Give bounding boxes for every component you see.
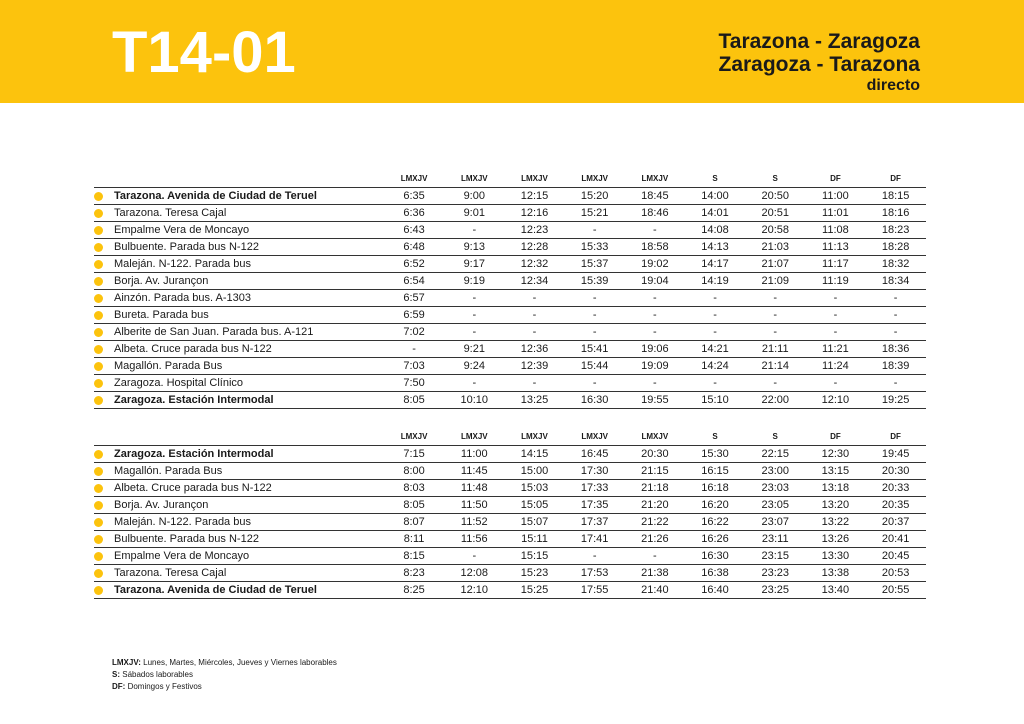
route-type: directo [866, 77, 920, 94]
time-cell: 11:08 [822, 224, 849, 236]
time-cell: 16:15 [701, 465, 729, 477]
time-cell: 9:19 [463, 275, 485, 287]
time-cell: 16:26 [701, 533, 729, 545]
stop-dot-icon [94, 243, 103, 252]
table-row [94, 307, 926, 324]
time-cell: 15:41 [580, 343, 609, 355]
time-cell: - [653, 309, 657, 321]
time-cell: 15:05 [520, 499, 549, 511]
time-cell: 12:08 [460, 567, 489, 579]
time-cell: 12:10 [460, 584, 489, 596]
time-cell: 21:20 [641, 499, 669, 511]
time-cell: - [472, 224, 477, 236]
table-row [94, 582, 926, 599]
time-cell: - [532, 377, 537, 389]
column-header: LMXJV [400, 431, 428, 441]
time-cell: 17:41 [580, 533, 609, 545]
time-cell: 17:35 [580, 499, 609, 511]
time-cell: - [532, 326, 537, 338]
time-cell: 9:24 [463, 360, 485, 372]
stop-dot-icon [94, 569, 103, 578]
time-cell: 18:34 [881, 275, 910, 287]
stop-dot-icon [94, 209, 103, 218]
time-cell: - [833, 377, 838, 389]
time-cell: 20:41 [881, 533, 910, 545]
column-header: S [772, 173, 778, 183]
time-cell: 16:22 [701, 516, 729, 528]
column-header: DF [830, 173, 841, 183]
time-cell: 14:13 [701, 241, 729, 253]
table-row [94, 290, 926, 307]
stop-dot-icon [94, 226, 103, 235]
time-cell: - [833, 309, 838, 321]
time-cell: 8:15 [403, 550, 425, 562]
time-cell: 7:15 [403, 448, 425, 460]
stop-name: Maleján. N-122. Parada bus [114, 516, 251, 528]
table-row [94, 239, 926, 256]
stop-name: Ainzón. Parada bus. A-1303 [114, 292, 251, 304]
time-cell: 15:23 [520, 567, 549, 579]
time-cell: 15:00 [520, 465, 549, 477]
route-direction-1: Tarazona - Zaragoza [718, 30, 920, 53]
time-cell: 6:48 [403, 241, 425, 253]
time-cell: 12:32 [520, 258, 549, 270]
column-header: DF [890, 431, 901, 441]
time-cell: 15:07 [520, 516, 549, 528]
stop-name: Zaragoza. Estación Intermodal [114, 448, 274, 460]
column-header: S [712, 173, 718, 183]
time-cell: - [532, 309, 537, 321]
time-cell: - [713, 309, 717, 321]
time-cell: 18:23 [881, 224, 910, 236]
table-row [94, 392, 926, 409]
table-row [94, 188, 926, 205]
time-cell: - [653, 224, 657, 236]
stop-dot-icon [94, 379, 103, 388]
time-cell: 6:36 [403, 207, 425, 219]
time-cell: 11:48 [460, 482, 488, 494]
time-cell: 19:55 [641, 394, 669, 406]
stop-dot-icon [94, 277, 103, 286]
time-cell: 11:21 [822, 343, 849, 355]
stop-dot-icon [94, 311, 103, 320]
column-header: LMXJV [521, 431, 548, 441]
stop-dot-icon [94, 345, 103, 354]
time-cell: 13:40 [821, 584, 850, 596]
table-row [94, 446, 926, 463]
time-cell: 12:10 [821, 394, 850, 406]
time-cell: 7:03 [403, 360, 425, 372]
time-cell: - [472, 377, 477, 389]
column-header: LMXJV [641, 173, 669, 183]
stop-dot-icon [94, 396, 103, 405]
table-row [94, 205, 926, 222]
table-row [94, 256, 926, 273]
time-cell: 13:38 [821, 567, 850, 579]
time-cell: 20:50 [761, 190, 789, 202]
time-cell: 21:40 [641, 584, 669, 596]
time-cell: 7:50 [403, 377, 425, 389]
time-cell: 18:46 [641, 207, 669, 219]
time-cell: 9:13 [463, 241, 485, 253]
stop-name: Bulbuente. Parada bus N-122 [114, 533, 259, 545]
time-cell: 17:53 [580, 567, 609, 579]
stop-name: Empalme Vera de Moncayo [114, 550, 250, 562]
time-cell: - [713, 292, 717, 304]
stop-name: Zaragoza. Hospital Clínico [114, 377, 244, 389]
stop-dot-icon [94, 294, 103, 303]
time-cell: 20:30 [641, 448, 669, 460]
table-row [94, 222, 926, 239]
legend-item: LMXJV: Lunes, Martes, Miércoles, Jueves y Viernes laborables [112, 658, 337, 667]
stop-name: Empalme Vera de Moncayo [114, 224, 250, 236]
time-cell: 20:58 [761, 224, 789, 236]
stop-name: Tarazona. Avenida de Ciudad de Teruel [114, 190, 317, 202]
time-cell: - [893, 309, 898, 321]
stop-dot-icon [94, 484, 103, 493]
time-cell: 21:14 [761, 360, 789, 372]
time-cell: 23:05 [761, 499, 789, 511]
time-cell: 8:07 [403, 516, 425, 528]
time-cell: - [713, 377, 717, 389]
time-cell: 23:07 [761, 516, 789, 528]
stop-name: Tarazona. Teresa Cajal [114, 567, 227, 579]
time-cell: 11:00 [460, 448, 488, 460]
time-cell: 6:35 [403, 190, 425, 202]
time-cell: 11:17 [822, 258, 849, 270]
time-cell: 15:21 [580, 207, 609, 219]
time-cell: 15:10 [701, 394, 729, 406]
time-cell: 18:58 [641, 241, 669, 253]
time-cell: - [592, 377, 597, 389]
table-header [94, 427, 926, 446]
stop-name: Magallón. Parada Bus [114, 360, 223, 372]
column-header: LMXJV [460, 431, 488, 441]
time-cell: - [773, 292, 778, 304]
legend [112, 657, 337, 693]
time-cell: 19:09 [641, 360, 669, 372]
stop-name: Albeta. Cruce parada bus N-122 [114, 343, 272, 355]
time-cell: 8:11 [403, 533, 425, 545]
time-cell: 20:55 [881, 584, 910, 596]
time-cell: 15:03 [520, 482, 549, 494]
time-cell: 20:33 [881, 482, 910, 494]
time-cell: 12:39 [520, 360, 549, 372]
stop-dot-icon [94, 501, 103, 510]
time-cell: - [653, 377, 657, 389]
time-cell: 12:36 [520, 343, 549, 355]
time-cell: 13:18 [821, 482, 850, 494]
time-cell: - [472, 326, 477, 338]
time-cell: 11:56 [460, 533, 488, 545]
time-cell: 20:45 [881, 550, 910, 562]
time-cell: 18:39 [881, 360, 910, 372]
table-row [94, 497, 926, 514]
stop-name: Bureta. Parada bus [114, 309, 209, 321]
time-cell: 21:22 [641, 516, 669, 528]
table-row [94, 341, 926, 358]
time-cell: 16:40 [701, 584, 729, 596]
stop-dot-icon [94, 328, 103, 337]
time-cell: 18:45 [641, 190, 669, 202]
time-cell: 14:00 [701, 190, 729, 202]
table-row [94, 531, 926, 548]
time-cell: 13:30 [821, 550, 850, 562]
time-cell: 8:25 [403, 584, 425, 596]
time-cell: 23:25 [761, 584, 789, 596]
time-cell: 16:30 [701, 550, 729, 562]
time-cell: 6:54 [403, 275, 425, 287]
time-cell: 14:01 [701, 207, 729, 219]
time-cell: 11:19 [822, 275, 849, 287]
table-row [94, 514, 926, 531]
time-cell: - [893, 326, 898, 338]
time-cell: 19:45 [881, 448, 910, 460]
stop-name: Tarazona. Avenida de Ciudad de Teruel [114, 584, 317, 596]
column-header: LMXJV [460, 173, 488, 183]
time-cell: - [833, 292, 838, 304]
time-cell: 21:18 [641, 482, 669, 494]
stop-name: Zaragoza. Estación Intermodal [114, 394, 274, 406]
time-cell: 12:15 [520, 190, 549, 202]
time-cell: 11:24 [822, 360, 849, 372]
time-cell: 15:30 [701, 448, 729, 460]
time-cell: - [653, 292, 657, 304]
time-cell: - [472, 309, 477, 321]
route-direction-2: Zaragoza - Tarazona [718, 53, 920, 76]
time-cell: - [893, 377, 898, 389]
column-header: S [772, 431, 778, 441]
route-code: T14-01 [112, 20, 296, 85]
route-names [719, 30, 921, 95]
time-cell: 15:15 [520, 550, 549, 562]
table-row [94, 480, 926, 497]
time-cell: 13:25 [520, 394, 549, 406]
time-cell: 16:38 [701, 567, 729, 579]
time-cell: 9:00 [463, 190, 485, 202]
time-cell: 19:25 [881, 394, 910, 406]
stop-dot-icon [94, 450, 103, 459]
time-cell: - [592, 326, 597, 338]
stop-dot-icon [94, 467, 103, 476]
time-cell: 11:50 [460, 499, 488, 511]
time-cell: 15:33 [580, 241, 609, 253]
time-cell: 6:43 [403, 224, 425, 236]
time-cell: 14:08 [701, 224, 729, 236]
time-cell: 17:30 [580, 465, 609, 477]
time-cell: 18:32 [881, 258, 910, 270]
time-cell: 22:00 [761, 394, 789, 406]
time-cell: 8:05 [403, 499, 425, 511]
time-cell: 13:15 [821, 465, 850, 477]
time-cell: 8:00 [403, 465, 425, 477]
time-cell: 20:53 [881, 567, 910, 579]
stop-dot-icon [94, 552, 103, 561]
stop-dot-icon [94, 518, 103, 527]
time-cell: 19:04 [641, 275, 669, 287]
time-cell: - [773, 326, 778, 338]
time-cell: 11:01 [822, 207, 849, 219]
stop-name: Alberite de San Juan. Parada bus. A-121 [114, 326, 314, 338]
time-cell: 12:28 [520, 241, 549, 253]
time-cell: 8:05 [403, 394, 425, 406]
time-cell: 21:11 [761, 343, 789, 355]
time-cell: 7:02 [403, 326, 425, 338]
time-cell: 6:57 [403, 292, 425, 304]
time-cell: 21:07 [761, 258, 789, 270]
time-cell: 12:30 [821, 448, 850, 460]
time-cell: 20:51 [761, 207, 789, 219]
table-row [94, 565, 926, 582]
time-cell: 9:01 [463, 207, 485, 219]
time-cell: 14:17 [701, 258, 729, 270]
stop-name: Tarazona. Teresa Cajal [114, 207, 227, 219]
time-cell: 9:21 [463, 343, 485, 355]
time-cell: 15:25 [520, 584, 549, 596]
time-cell: 11:00 [822, 190, 849, 202]
time-cell: 14:15 [520, 448, 549, 460]
column-header: LMXJV [400, 173, 428, 183]
time-cell: 23:03 [761, 482, 789, 494]
time-cell: - [472, 550, 477, 562]
table-row [94, 358, 926, 375]
time-cell: 17:55 [580, 584, 609, 596]
timetable-return [94, 427, 926, 599]
stop-name: Borja. Av. Jurançon [114, 499, 209, 511]
header-banner [0, 0, 1024, 103]
stop-dot-icon [94, 535, 103, 544]
time-cell: 16:18 [701, 482, 729, 494]
time-cell: 18:28 [881, 241, 910, 253]
column-header: LMXJV [641, 431, 669, 441]
stop-name: Albeta. Cruce parada bus N-122 [114, 482, 272, 494]
time-cell: - [833, 326, 838, 338]
time-cell: 20:30 [881, 465, 910, 477]
time-cell: 14:19 [701, 275, 729, 287]
column-header: DF [890, 173, 901, 183]
time-cell: 16:20 [701, 499, 729, 511]
column-header: LMXJV [581, 431, 608, 441]
time-cell: 6:52 [403, 258, 425, 270]
time-cell: 15:39 [580, 275, 609, 287]
table-header [94, 169, 926, 188]
time-cell: - [653, 326, 657, 338]
stop-dot-icon [94, 260, 103, 269]
time-cell: - [412, 343, 416, 355]
column-header: LMXJV [521, 173, 548, 183]
table-row [94, 324, 926, 341]
legend-item: S: Sábados laborables [112, 670, 193, 679]
time-cell: - [472, 292, 477, 304]
time-cell: 13:22 [821, 516, 850, 528]
table-row [94, 273, 926, 290]
time-cell: 15:37 [580, 258, 609, 270]
time-cell: 23:15 [761, 550, 789, 562]
legend-item: DF: Domingos y Festivos [112, 682, 202, 691]
time-cell: 21:38 [641, 567, 669, 579]
time-cell: 23:23 [761, 567, 789, 579]
time-cell: 11:45 [460, 465, 488, 477]
stop-dot-icon [94, 362, 103, 371]
time-cell: 15:20 [580, 190, 609, 202]
time-cell: - [592, 550, 597, 562]
stop-name: Magallón. Parada Bus [114, 465, 223, 477]
time-cell: 20:35 [881, 499, 910, 511]
time-cell: 12:23 [520, 224, 549, 236]
time-cell: 11:13 [822, 241, 849, 253]
stop-name: Maleján. N-122. Parada bus [114, 258, 251, 270]
time-cell: 21:09 [761, 275, 789, 287]
time-cell: - [893, 292, 898, 304]
time-cell: 12:34 [520, 275, 549, 287]
time-cell: 14:21 [701, 343, 729, 355]
time-cell: - [592, 309, 597, 321]
stop-dot-icon [94, 192, 103, 201]
time-cell: 11:52 [460, 516, 488, 528]
time-cell: - [773, 377, 778, 389]
time-cell: - [592, 224, 597, 236]
time-cell: 18:15 [881, 190, 910, 202]
time-cell: 12:16 [520, 207, 549, 219]
time-cell: 20:37 [881, 516, 910, 528]
time-cell: 17:33 [580, 482, 609, 494]
timetable-outbound [94, 169, 926, 409]
column-header: S [712, 431, 718, 441]
time-cell: 9:17 [463, 258, 485, 270]
stop-name: Borja. Av. Jurançon [114, 275, 209, 287]
time-cell: 22:15 [761, 448, 789, 460]
time-cell: 21:26 [641, 533, 669, 545]
time-cell: - [713, 326, 717, 338]
time-cell: - [773, 309, 778, 321]
table-row [94, 548, 926, 565]
time-cell: 13:20 [821, 499, 850, 511]
time-cell: - [653, 550, 657, 562]
time-cell: - [592, 292, 597, 304]
table-row [94, 375, 926, 392]
time-cell: - [532, 292, 537, 304]
time-cell: 23:00 [761, 465, 789, 477]
time-cell: 19:02 [641, 258, 669, 270]
stop-name: Bulbuente. Parada bus N-122 [114, 241, 259, 253]
column-header: LMXJV [581, 173, 608, 183]
time-cell: 8:03 [403, 482, 425, 494]
time-cell: 15:11 [521, 533, 548, 545]
time-cell: 21:03 [761, 241, 789, 253]
stop-dot-icon [94, 586, 103, 595]
time-cell: 15:44 [580, 360, 609, 372]
time-cell: 23:11 [761, 533, 789, 545]
table-row [94, 463, 926, 480]
time-cell: 10:10 [460, 394, 489, 406]
time-cell: 18:36 [881, 343, 910, 355]
time-cell: 19:06 [641, 343, 669, 355]
time-cell: 16:30 [580, 394, 609, 406]
time-cell: 13:26 [821, 533, 850, 545]
column-header: DF [830, 431, 841, 441]
time-cell: 6:59 [403, 309, 425, 321]
time-cell: 21:15 [641, 465, 669, 477]
time-cell: 8:23 [403, 567, 425, 579]
time-cell: 16:45 [580, 448, 609, 460]
time-cell: 14:24 [701, 360, 729, 372]
time-cell: 17:37 [580, 516, 609, 528]
time-cell: 18:16 [881, 207, 910, 219]
